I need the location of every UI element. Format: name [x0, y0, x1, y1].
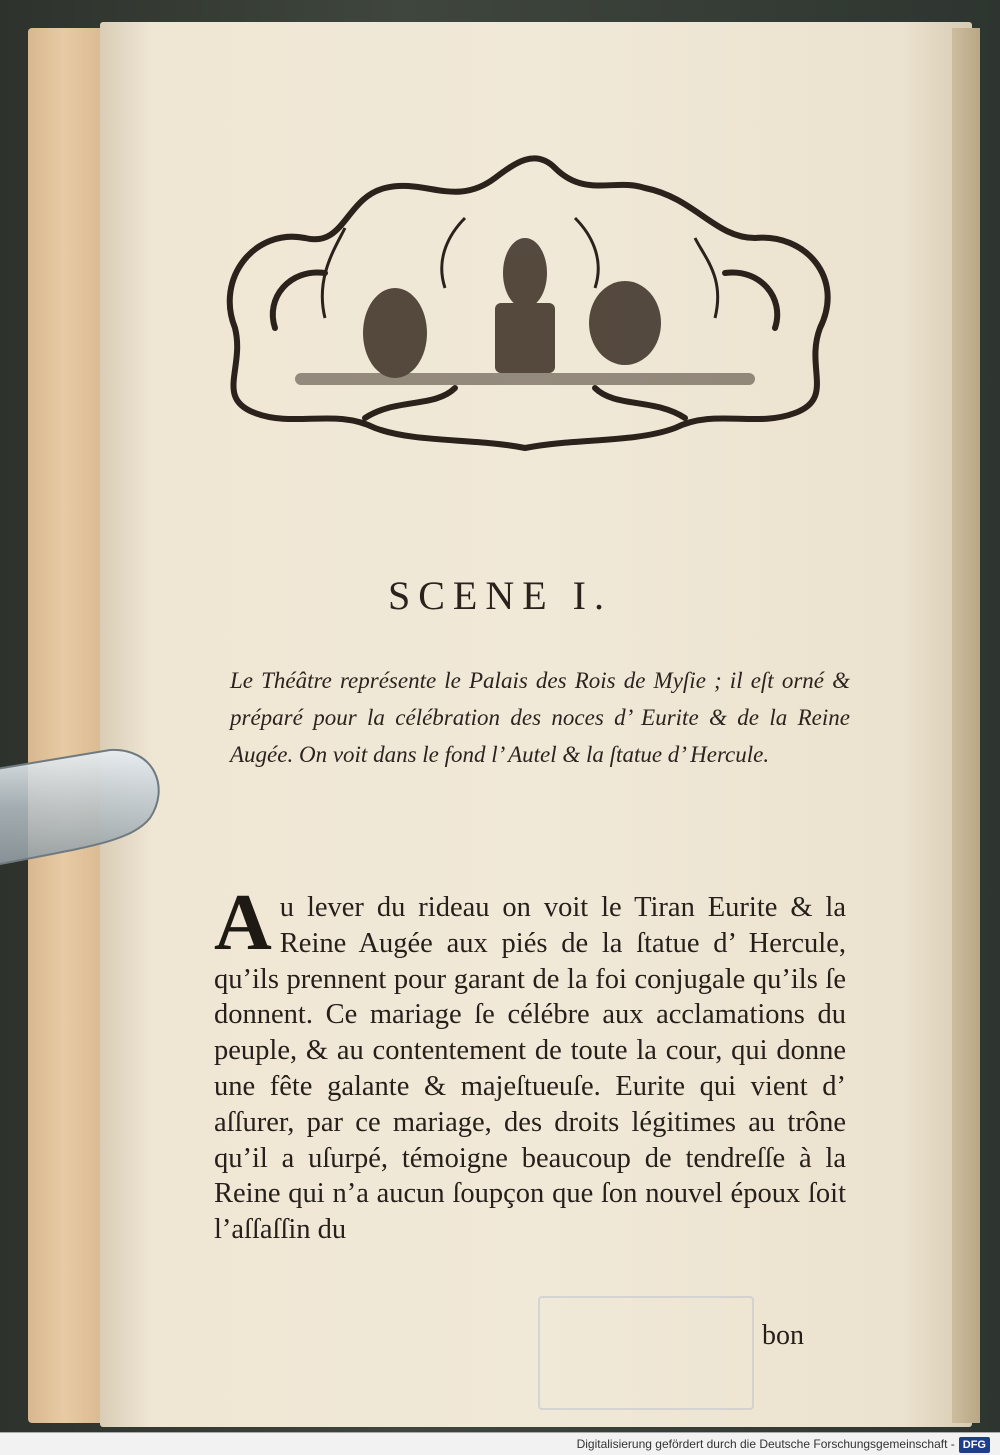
spine-shadow	[952, 28, 980, 1423]
body-text: u lever du rideau on voit le Tiran Eurite & la Reine Augée aux piés de la ſtatue d’ Hercule, qu’ils prennent pour garant de la foi conjugale qu’ils ſe donnent. Ce mariage ſe célébre aux acclamations du peuple, & au contentement de toute la cour, qui donne une fête galante & majeſtueuſe. Eurite qui vient d’ aſſurer, par ce mariage, des droits légitimes au trône qu’il a uſurpé, témoigne beaucoup de tendreſſe à la Reine qui n’a aucun ſoupçon que ſon nouvel époux ſoit l’aſſaſſin du	[214, 892, 846, 1246]
drop-cap: A	[214, 879, 272, 967]
stage-direction: Le Théâtre représente le Palais des Rois de Myſie ; il eſt orné & préparé pour la célébration des noces d’ Eurite & de la Reine Augée. On voit dans le fond l’ Autel & la ſtatue d’ Hercule.	[230, 668, 850, 767]
engraved-vignette-ornament	[195, 138, 855, 458]
library-stamp	[538, 1296, 754, 1410]
catchword: bon	[762, 1320, 804, 1351]
dfg-logo: DFG	[959, 1437, 990, 1453]
body-paragraph	[214, 879, 846, 1248]
footer-credit: Digitalisierung gefördert durch die Deutsche Forschungsgemeinschaft -	[576, 1437, 955, 1451]
glass-page-weight	[0, 748, 170, 868]
footer-bar	[0, 1432, 1000, 1455]
scene-heading: SCENE I.	[388, 573, 612, 618]
